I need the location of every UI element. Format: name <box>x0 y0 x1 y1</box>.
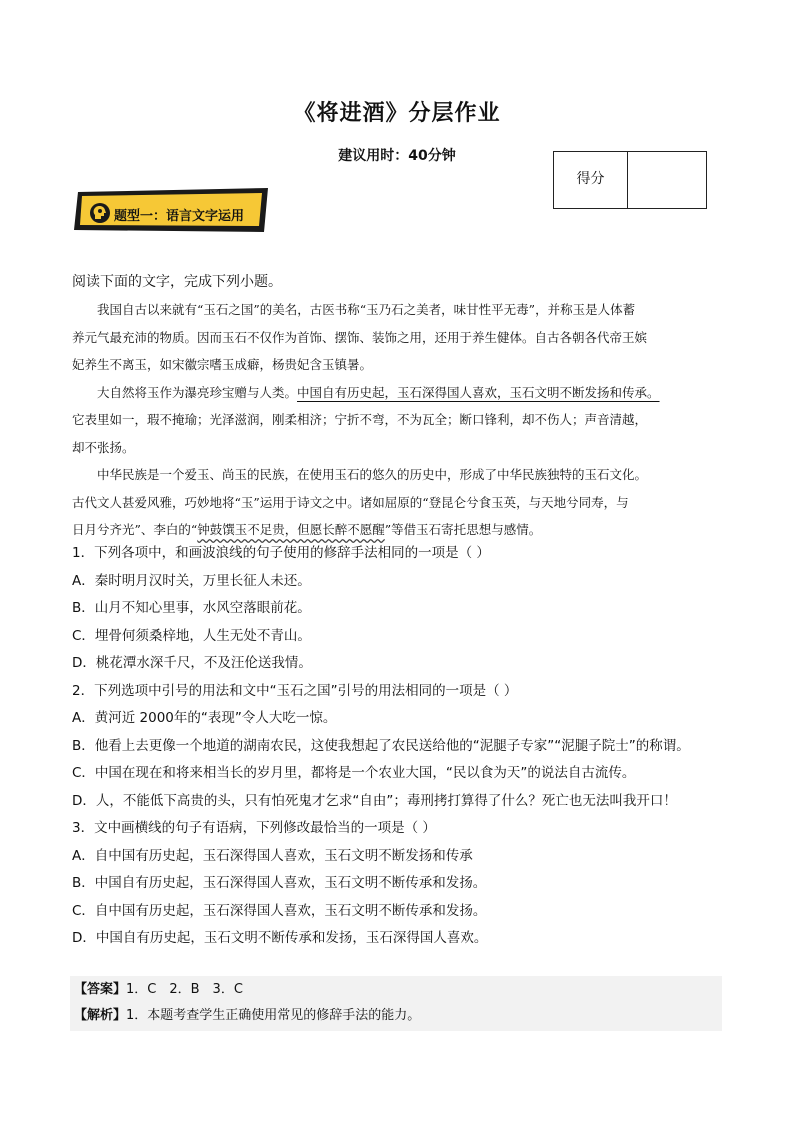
answer-text: 1．C 2．B 3．C <box>126 982 243 997</box>
question-3-option-b: B．中国自有历史起，玉石深得国人喜欢，玉石文明不断传承和发扬。 <box>72 875 487 891</box>
question-1-option-a: A．秦时明月汉时关，万里长征人未还。 <box>72 572 311 589</box>
score-box <box>553 151 707 209</box>
analysis-line <box>74 1004 420 1023</box>
head-bulb-icon <box>91 204 109 222</box>
question-3-stem: 3．文中画横线的句子有语病，下列修改最恰当的一项是（ ） <box>72 820 436 836</box>
passage-line: 却不张扬。 <box>72 439 135 455</box>
question-type-label: 题型一：语言文字运用 <box>114 209 245 224</box>
question-3-option-a: A．自中国有历史起，玉石深得国人喜欢，玉石文明不断发扬和传承 <box>72 847 473 864</box>
underlined-sentence: 中国自有历史起，玉石深得国人喜欢，玉石文明不断发扬和传承。 <box>297 384 660 400</box>
page-title: 《将进酒》分层作业 <box>293 101 501 126</box>
question-1-option-b: B．山月不知心里事，水风空落眼前花。 <box>72 600 311 616</box>
analysis-text: 1．本题考查学生正确使用常见的修辞手法的能力。 <box>126 1008 421 1023</box>
question-2-option-c: C．中国在现在和将来相当长的岁月里，都将是一个农业大国，“民以食为天”的说法自古流传。 <box>72 765 636 781</box>
passage-line: 妃养生不离玉，如宋徽宗嗜玉成癖，杨贵妃含玉镇暑。 <box>72 357 373 372</box>
question-2-option-b: B．他看上去更像一个地道的湖南农民，这使我想起了农民送给他的“泥腿子专家”“泥腿子院士”的称谓。 <box>72 737 690 754</box>
reading-instruction: 阅读下面的文字，完成下列小题。 <box>72 274 282 290</box>
wavy-underlined-sentence: 钟鼓馔玉不足贵，但愿长醉不愿醒 <box>197 522 385 537</box>
suggested-time: 建议用时：40分钟 <box>338 148 456 164</box>
question-2-stem: 2．下列选项中引号的用法和文中“玉石之国”引号的用法相同的一项是（ ） <box>72 682 518 699</box>
passage-line: 大自然将玉作为瀑亮珍宝赠与人类。 <box>97 384 298 400</box>
question-3-option-d: D．中国自有历史起，玉石文明不断传承和发扬，玉石深得国人喜欢。 <box>72 930 488 946</box>
question-list <box>72 540 732 953</box>
question-2-option-d: D．人，不能低下高贵的头，只有怕死鬼才乞求“自由”；毒刑拷打算得了什么？死亡也无法叫我开口！ <box>72 792 677 809</box>
passage-line: 中华民族是一个爱玉、尚玉的民族，在使用玉石的悠久的历史中，形成了中华民族独特的玉石文化。 <box>97 467 648 482</box>
passage-line: 它表里如一，瑕不掩瑜；光泽滋润，刚柔相济；宁折不弯，不为瓦全；断口锋利，却不伤人；声音清越， <box>72 412 648 427</box>
passage-line: ”等借玉石寄托思想与感情。 <box>384 522 542 537</box>
question-2-option-a: A．黄河近 2000年的“表现”令人大吃一惊。 <box>72 710 337 726</box>
score-label: 得分 <box>554 152 628 208</box>
answer-line <box>74 978 243 997</box>
question-1-stem: 1．下列各项中，和画波浪线的句子使用的修辞手法相同的一项是（ ） <box>72 545 490 561</box>
passage-line: 日月兮齐光”、李白的“ <box>72 522 198 537</box>
question-3-option-c: C．自中国有历史起，玉石深得国人喜欢，玉石文明不断传承和发扬。 <box>72 902 487 919</box>
passage-line: 养元气最充沛的物质。因而玉石不仅作为首饰、摆饰、装饰之用，还用于养生健体。自古各朝各代帝王嫔 <box>72 329 648 345</box>
answer-label: 【答案】 <box>74 982 127 997</box>
passage-line: 古代文人甚爱风雅，巧妙地将“玉”运用于诗文之中。诸如屈原的“登昆仑兮食玉英，与天地兮同寿，与 <box>72 494 629 510</box>
question-1-option-c: C．埋骨何须桑梓地，人生无处不青山。 <box>72 627 311 644</box>
passage-paragraph-1 <box>72 296 732 379</box>
question-1-option-d: D．桃花潭水深千尺，不及汪伦送我情。 <box>72 655 312 671</box>
answer-section <box>70 976 722 1031</box>
question-type-banner <box>72 186 272 236</box>
score-value-field <box>628 152 706 208</box>
analysis-label: 【解析】 <box>74 1008 127 1023</box>
passage-line: 我国自古以来就有“玉石之国”的美名，古医书称“玉乃石之美者，味甘性平无毒”，并称玉是人体蓄 <box>97 302 636 317</box>
passage-paragraph-2 <box>72 379 732 462</box>
reading-passage <box>72 296 732 544</box>
passage-paragraph-3 <box>72 461 732 544</box>
